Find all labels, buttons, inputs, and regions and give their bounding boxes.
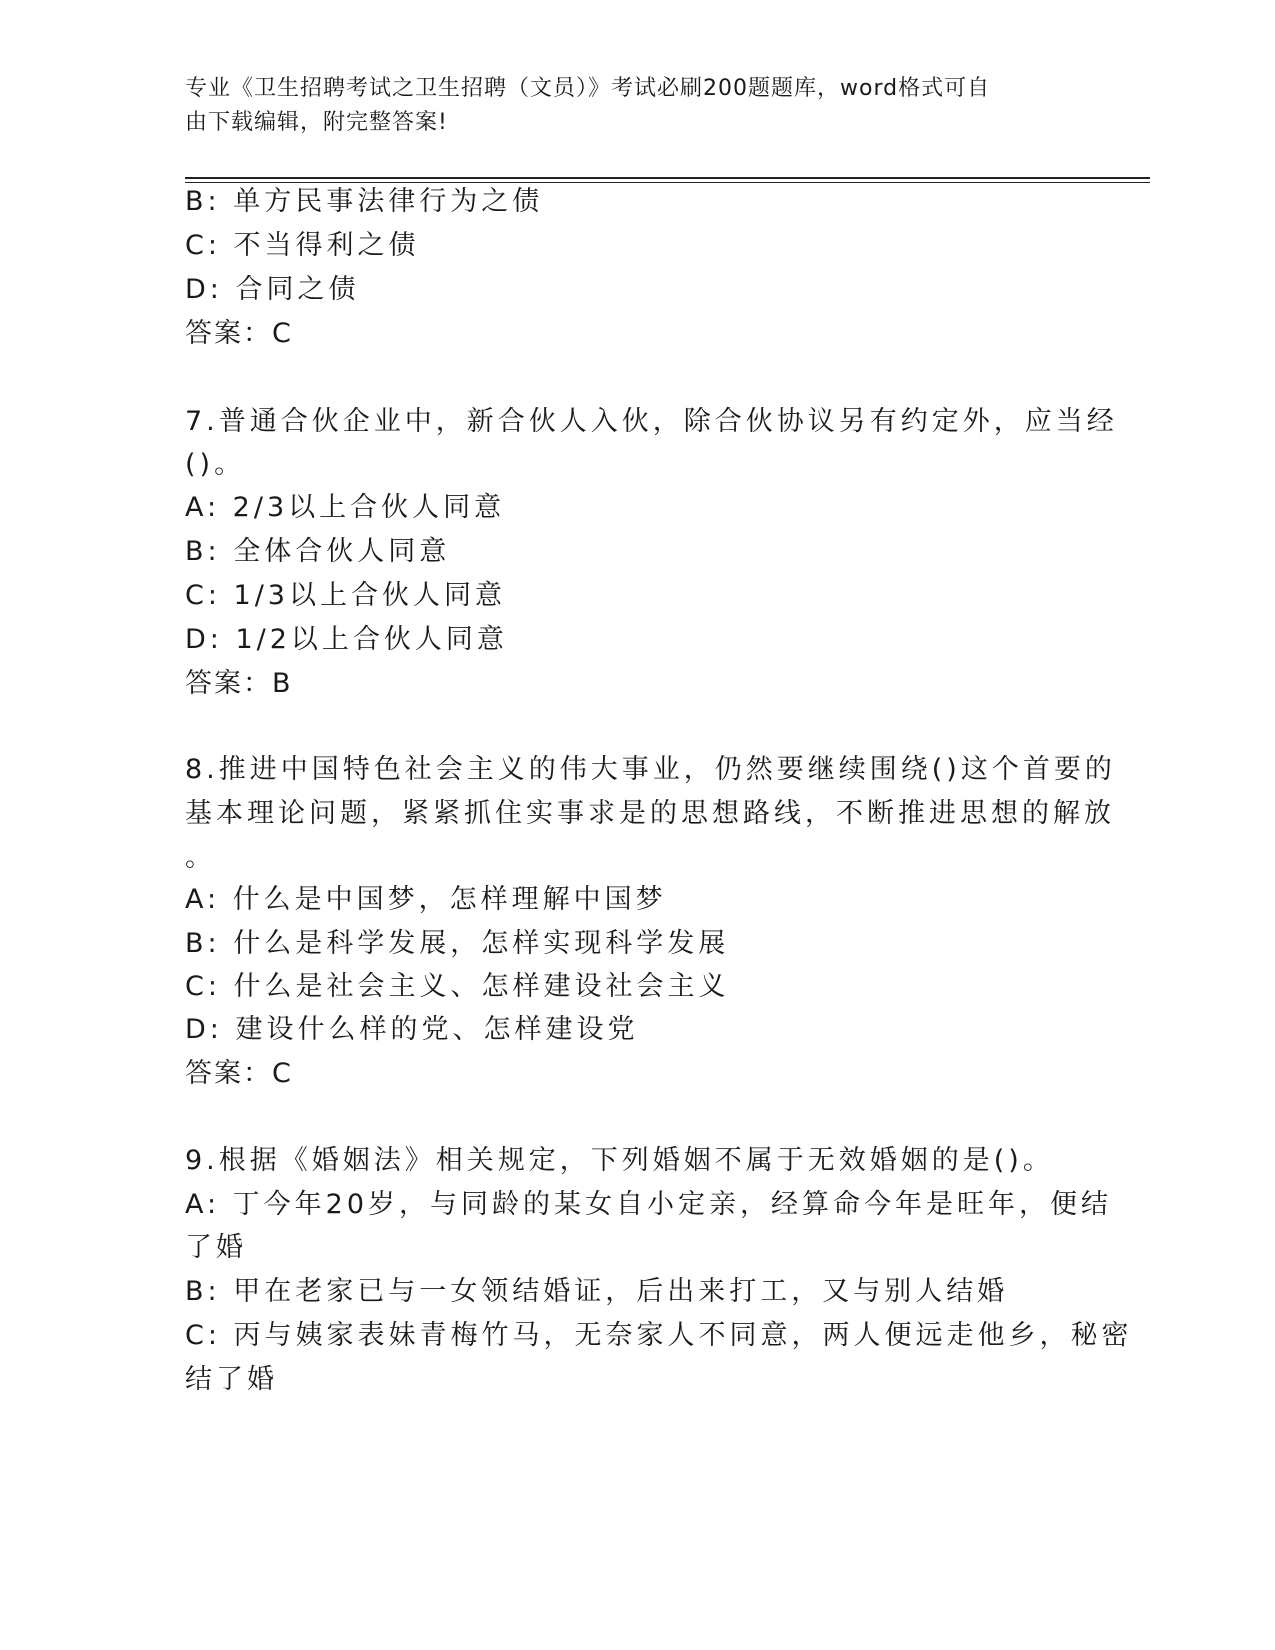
q8-option-c: C: 什么是社会主义、怎样建设社会主义 [185,971,730,1002]
q7-answer: 答案：B [185,668,293,699]
q9-option-b: B: 甲在老家已与一女领结婚证，后出来打工，又与别人结婚 [185,1276,1009,1307]
q9-option-c-line1: C: 丙与姨家表妹青梅竹马，无奈家人不同意，两人便远走他乡，秘密 [185,1320,1133,1351]
q8-answer: 答案：C [185,1058,293,1089]
q8-stem-line1: 8.推进中国特色社会主义的伟大事业，仍然要继续围绕()这个首要的 [185,754,1116,785]
q6-option-d: D: 合同之债 [185,274,360,305]
page-header [185,72,1065,140]
header-title-line2: 由下载编辑，附完整答案! [185,110,448,135]
header-title-line1: 专业《卫生招聘考试之卫生招聘（文员）》考试必刷200题题库，word格式可自 [185,76,991,101]
q9-stem-line1: 9.根据《婚姻法》相关规定，下列婚姻不属于无效婚姻的是()。 [185,1145,1054,1176]
q6-answer: 答案：C [185,318,293,349]
q7-option-c: C: 1/3以上合伙人同意 [185,580,506,611]
q9-option-a-line2: 了婚 [185,1232,247,1263]
q6-option-b: B: 单方民事法律行为之债 [185,186,544,217]
q9-option-c-line2: 结了婚 [185,1364,278,1395]
q7-stem-line1: 7.普通合伙企业中，新合伙人入伙，除合伙协议另有约定外，应当经 [185,406,1118,437]
q8-stem-line2: 基本理论问题，紧紧抓住实事求是的思想路线，不断推进思想的解放 [185,798,1115,829]
header-rule-thick [185,177,1150,179]
q7-option-d: D: 1/2以上合伙人同意 [185,624,508,655]
q7-stem-line2: ()。 [185,449,246,480]
q8-option-d: D: 建设什么样的党、怎样建设党 [185,1014,639,1045]
q9-option-a-line1: A: 丁今年20岁，与同龄的某女自小定亲，经算命今年是旺年，便结 [185,1189,1113,1220]
q8-stem-line3: 。 [185,842,216,873]
q8-option-a: A: 什么是中国梦，怎样理解中国梦 [185,884,667,915]
q6-option-c: C: 不当得利之债 [185,230,420,261]
q7-option-a: A: 2/3以上合伙人同意 [185,492,506,523]
q7-option-b: B: 全体合伙人同意 [185,536,451,567]
q8-option-b: B: 什么是科学发展，怎样实现科学发展 [185,928,730,959]
